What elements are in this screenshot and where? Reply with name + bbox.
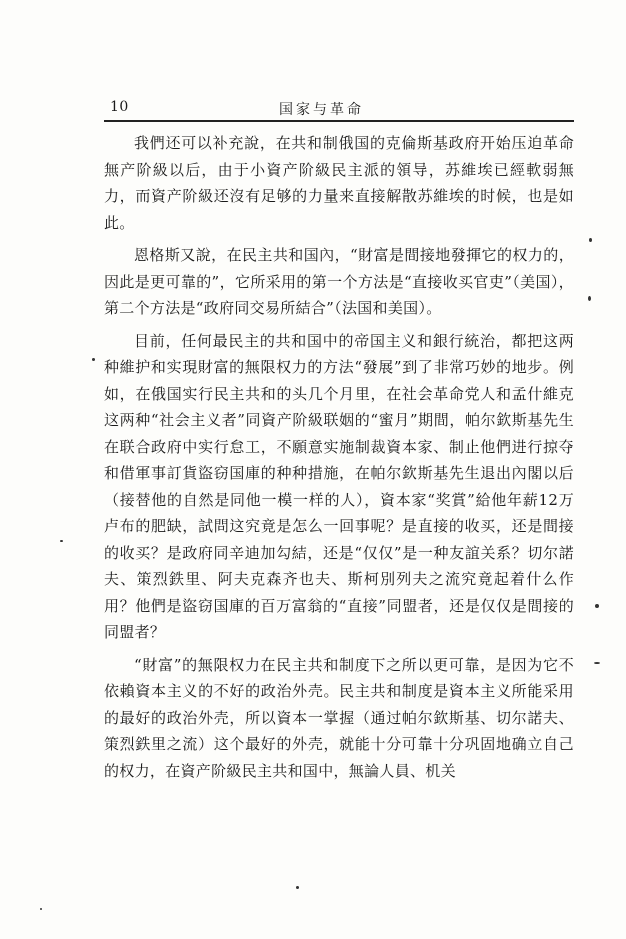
scan-speck [296, 886, 299, 889]
scan-speck [588, 296, 591, 301]
page-header [104, 96, 574, 122]
scan-speck [594, 662, 600, 664]
paragraph: “財富”的無限权力在民主共和制度下之所以更可靠，是因为它不依賴資本主义的不好的政治外壳。民主共和制度是資本主义所能采用的最好的政治外壳，所以資本一掌握（通过帕尔欽斯基、切尔諾夫、策烈鉄里之流）这个最好的外壳，就能十分可靠十分巩固地确立自己的权力，在資产阶級民主共和国中，無論人員、机关 [104, 655, 574, 780]
scan-speck [92, 358, 95, 361]
running-title: 国家与革命 [279, 102, 364, 118]
scan-speck [60, 540, 63, 542]
page-number: 10 [110, 99, 129, 115]
scan-speck [589, 238, 592, 242]
header-rule [104, 120, 574, 122]
page-body [104, 130, 574, 784]
paragraph: 恩格斯又說，在民主共和国內，“財富是間接地發揮它的权力的，因此是更可靠的”，它所采用的第一个方法是“直接收买官吏”（美国），第二个方法是“政府同交易所結合”（法国和美国）。 [104, 246, 574, 317]
scan-speck [595, 604, 599, 608]
paragraph: 目前，任何最民主的共和国中的帝国主义和銀行統治，都把这两种維护和实現財富的無限权力的方法“發展”到了非常巧妙的地步。例如，在俄国实行民主共和的头几个月里，在社会革命党人和孟什維克这两种“社会主义者”同資产阶級联姻的“蜜月”期間，帕尔欽斯基先生在联合政府中实行怠工，不願意实施制裁資本家、制止他們进行掠夺和借軍事訂貨盜窃国庫的种种措施，在帕尔欽斯基先生退出內閣以后（接替他的自然是同他一模一样的人），資本家“奖賞”給他年薪12万卢布的肥缺，試問这究竟是怎么一回事呢？是直接的收买，还是間接的收买？是政府同辛迪加勾結，还是“仅仅”是一种友誼关系？切尔諾夫、策烈鉄里、阿夫克森齐也夫、斯柯別列夫之流究竟起着什么作用？他們是盜窃国庫的百万富翁的“直接”同盟者，还是仅仅是間接的同盟者？ [104, 331, 574, 641]
scan-speck [40, 908, 42, 910]
paragraph: 我們还可以补充說，在共和制俄国的克倫斯基政府开始压迫革命無产阶級以后，由于小資产阶級民主派的領导，苏維埃已經軟弱無力，而資产阶級还沒有足够的力量来直接解散苏維埃的时候，也是如此。 [104, 134, 574, 232]
